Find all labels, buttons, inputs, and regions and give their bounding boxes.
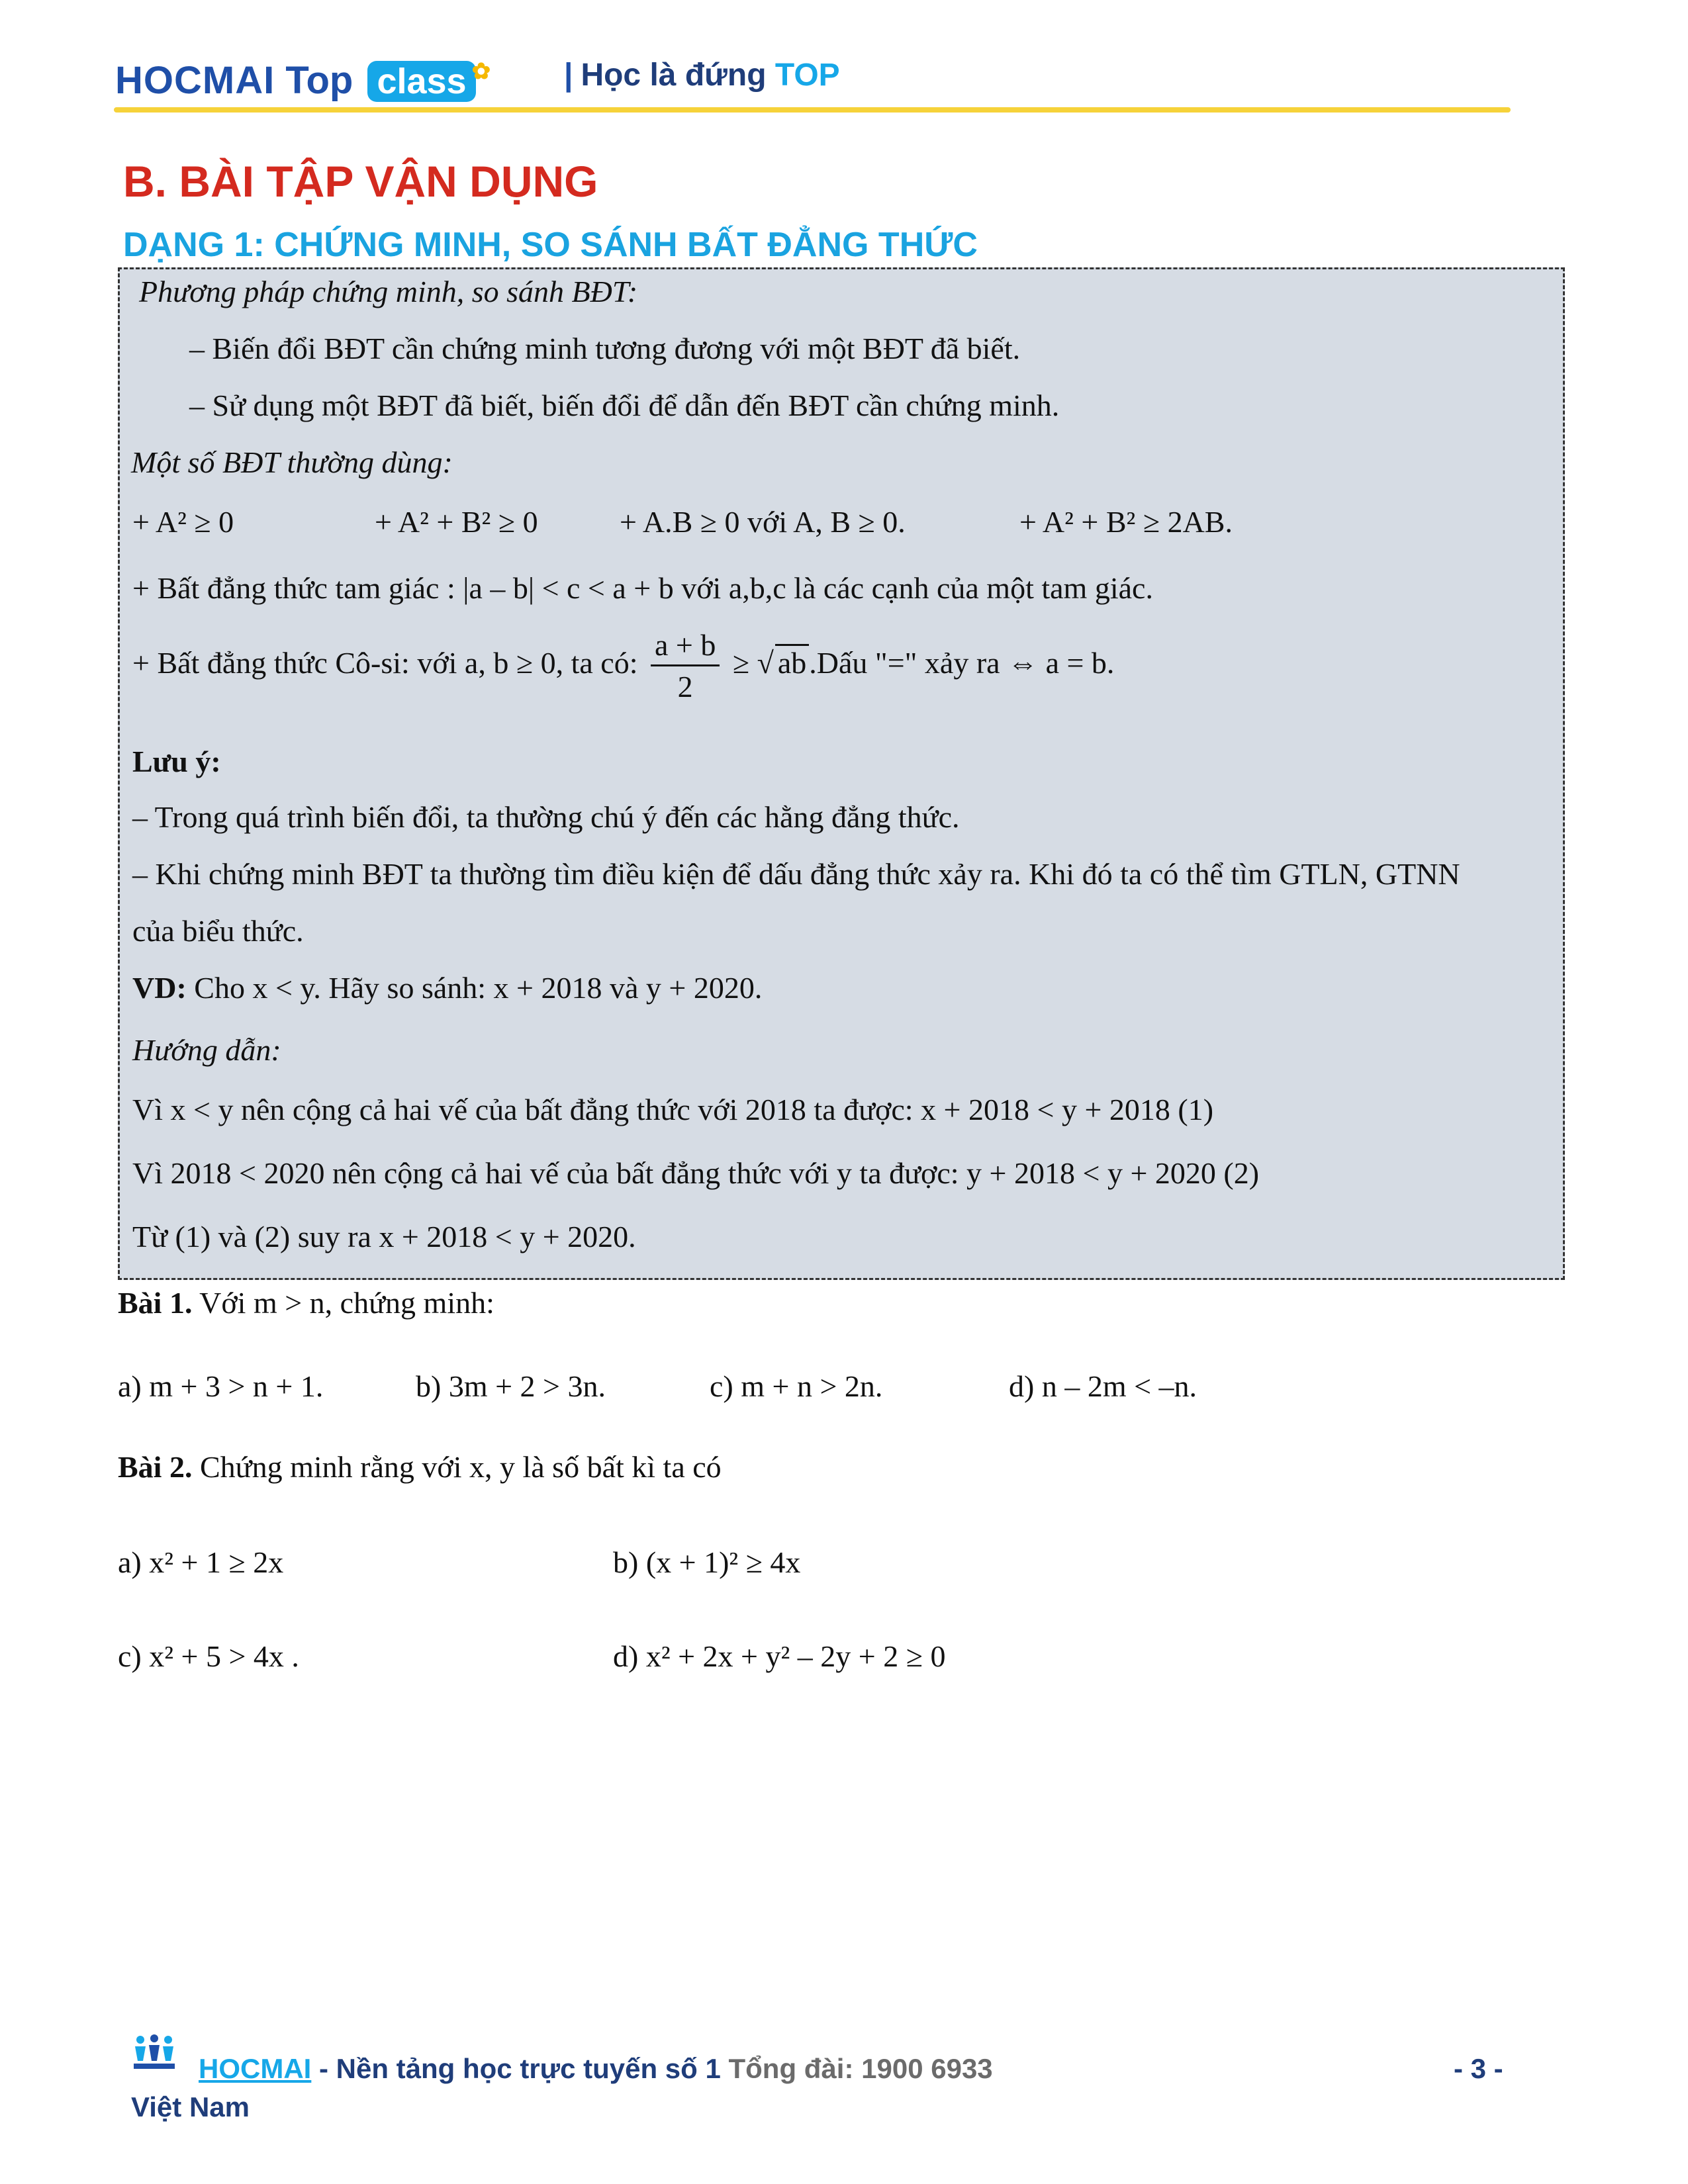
logo-class-badge: class	[367, 61, 475, 102]
note-item-2: – Khi chứng minh BĐT ta thường tìm điều kiện để dấu đẳng thức xảy ra. Khi đó ta có thể tìm GTLN, GTNN	[132, 857, 1460, 891]
exercise-1-b: b) 3m + 2 > 3n.	[416, 1369, 606, 1403]
exercise-1-a: a) m + 3 > n + 1.	[118, 1369, 324, 1403]
header-slogan	[564, 57, 840, 93]
note-title: Lưu ý:	[132, 745, 221, 778]
exercise-2-c: c) x² + 5 > 4x .	[118, 1639, 299, 1673]
ineq-square: + A² ≥ 0	[132, 505, 234, 539]
footer-brand-link[interactable]: HOCMAI	[199, 2053, 312, 2084]
example-label: VD:	[132, 971, 187, 1005]
exercise-2-label: Bài 2.	[118, 1450, 193, 1484]
ineq-product: + A.B ≥ 0 với A, B ≥ 0.	[620, 505, 906, 539]
hocmai-people-icon	[131, 2034, 177, 2071]
exercise-1-label: Bài 1.	[118, 1286, 193, 1320]
logo-hocmai-text: HOCMAI	[115, 59, 275, 102]
method-item-2: – Sử dụng một BĐT đã biết, biến đổi để dẫn đến BĐT cần chứng minh.	[189, 388, 1060, 422]
note-item-2-cont: của biểu thức.	[132, 914, 304, 948]
ineq-2ab: + A² + B² ≥ 2AB.	[1019, 505, 1233, 539]
exercise-2-b: b) (x + 1)² ≥ 4x	[613, 1545, 801, 1579]
slogan-top: TOP	[774, 58, 840, 93]
exercise-1-text: Với m > n, chứng minh:	[192, 1286, 494, 1320]
triangle-inequality: + Bất đẳng thức tam giác : |a – b| < c < a + b với a,b,c là các cạnh của một tam giác.	[132, 571, 1153, 605]
guide-title: Hướng dẫn:	[132, 1033, 281, 1067]
guide-line-2: Vì 2018 < 2020 nên cộng cả hai vế của bất đẳng thức với y ta được: y + 2018 < y + 2020 (2)	[132, 1156, 1260, 1190]
header-divider	[114, 107, 1511, 113]
star-icon: ✿	[471, 59, 491, 84]
example	[132, 973, 762, 1003]
method-item-1: – Biến đổi BĐT cần chứng minh tương đương với một BĐT đã biết.	[189, 332, 1021, 365]
note-item-1: – Trong quá trình biến đổi, ta thường chú ý đến các hằng đẳng thức.	[132, 800, 960, 834]
cosi-fraction	[651, 630, 720, 702]
section-title: B. BÀI TẬP VẬN DỤNG	[123, 157, 598, 206]
exercise-1	[118, 1288, 494, 1318]
logo-top-text: Top	[285, 59, 353, 102]
guide-line-1: Vì x < y nên cộng cả hai vế của bất đẳng thức với 2018 ta được: x + 2018 < y + 2018 (1)	[132, 1093, 1214, 1126]
slogan-text: Học là đứng	[581, 58, 767, 93]
cosi-prefix: + Bất đẳng thức Cô-si: với a, b ≥ 0, ta có:	[132, 646, 638, 680]
slogan-divider: |	[564, 58, 573, 93]
cosi-ge: ≥	[732, 646, 750, 680]
footer-hotline: Tổng đài: 1900 6933	[728, 2053, 993, 2084]
footer-country: Việt Nam	[131, 2091, 250, 2122]
footer-text	[199, 2053, 993, 2085]
common-ineq-title: Một số BĐT thường dùng:	[131, 445, 453, 479]
cosi-suffix: .Dấu "=" xảy ra ⇔ a = b.	[809, 646, 1115, 680]
dang-title: DẠNG 1: CHỨNG MINH, SO SÁNH BẤT ĐẲNG THỨC	[123, 226, 978, 264]
hocmai-topclass-logo	[115, 58, 491, 103]
exercise-1-c: c) m + n > 2n.	[710, 1369, 883, 1403]
exercise-2-text: Chứng minh rằng với x, y là số bất kì ta có	[192, 1450, 722, 1484]
sqrt-sign: √	[757, 646, 774, 680]
footer-tagline: - Nền tảng học trực tuyến số 1	[311, 2053, 729, 2084]
ineq-sum-squares: + A² + B² ≥ 0	[375, 505, 538, 539]
exercise-2-a: a) x² + 1 ≥ 2x	[118, 1545, 284, 1579]
page-number: - 3 -	[1454, 2053, 1503, 2084]
guide-line-3: Từ (1) và (2) suy ra x + 2018 < y + 2020.	[132, 1220, 636, 1253]
cosi-numerator: a + b	[651, 630, 720, 666]
exercise-1-d: d) n – 2m < –n.	[1009, 1369, 1197, 1403]
cosi-denominator: 2	[677, 670, 693, 704]
cosi-sqrt: ab	[775, 644, 809, 680]
cosi-inequality	[132, 630, 1114, 702]
exercise-2	[118, 1452, 722, 1482]
method-title: Phương pháp chứng minh, so sánh BĐT:	[139, 275, 638, 308]
exercise-2-d: d) x² + 2x + y² – 2y + 2 ≥ 0	[613, 1639, 946, 1673]
example-text: Cho x < y. Hãy so sánh: x + 2018 và y + 2020.	[186, 971, 763, 1005]
